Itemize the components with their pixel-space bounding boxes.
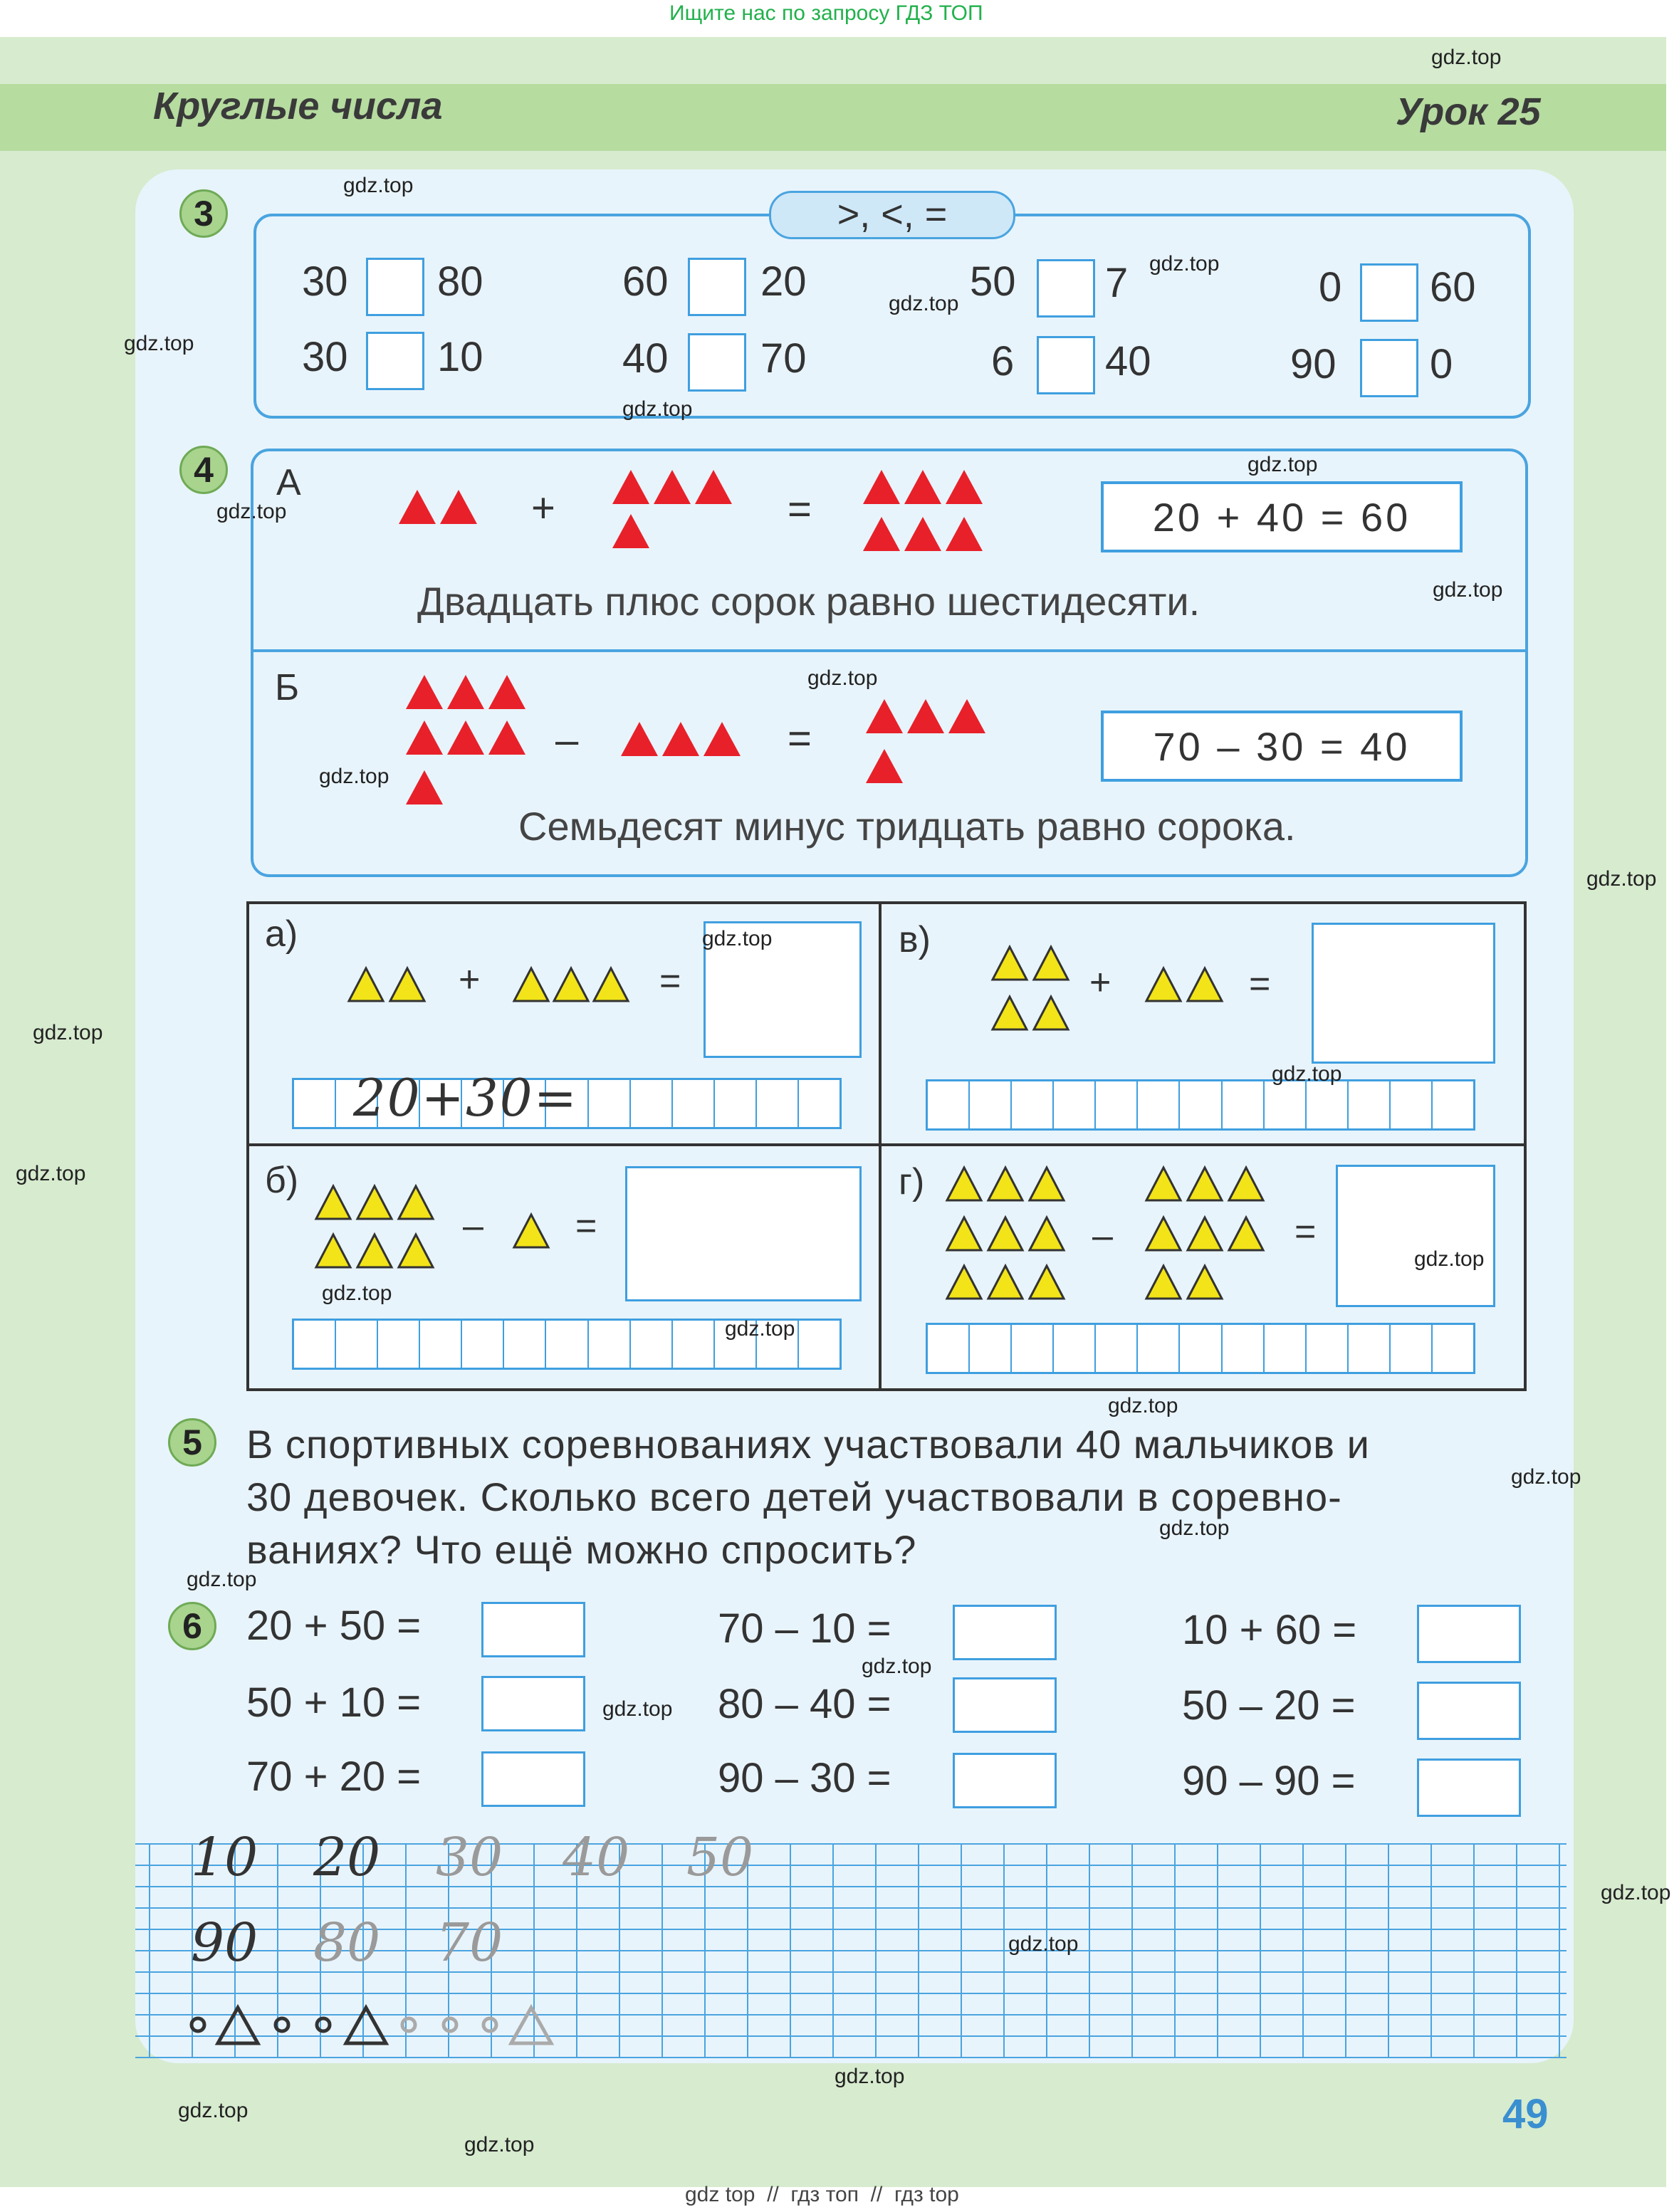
watermark: gdz.top bbox=[1431, 46, 1502, 69]
plus-sign: + bbox=[531, 485, 555, 531]
hand-number-light: 80 bbox=[313, 1912, 381, 1973]
equals-sign: = bbox=[1294, 1211, 1317, 1252]
triangle-red-icon bbox=[948, 699, 985, 733]
pattern-row bbox=[181, 2001, 565, 2050]
answer-box[interactable] bbox=[1417, 1758, 1521, 1817]
hand-number-light: 40 bbox=[563, 1827, 630, 1888]
triangle-red-icon bbox=[399, 490, 436, 524]
watermark: gdz.top bbox=[602, 1697, 673, 1721]
minus-sign: – bbox=[463, 1205, 483, 1247]
watermark: gdz.top bbox=[1248, 453, 1318, 476]
answer-box[interactable] bbox=[481, 1602, 585, 1657]
bottom-watermark: gdz top // гдз топ // гдз top bbox=[685, 2183, 959, 2206]
compare-box[interactable] bbox=[1360, 339, 1418, 397]
triangle-red-icon bbox=[621, 722, 658, 756]
watermark: gdz.top bbox=[33, 1021, 103, 1044]
compare-box[interactable] bbox=[1360, 263, 1418, 322]
equation-box-a: 20 + 40 = 60 bbox=[1101, 481, 1463, 552]
compare-box[interactable] bbox=[688, 258, 746, 316]
triangle-red-icon bbox=[612, 470, 649, 504]
watermark: gdz.top bbox=[322, 1281, 392, 1305]
hand-number-dark: 10 bbox=[191, 1827, 258, 1888]
equals-sign: = bbox=[575, 1205, 597, 1247]
compare-value: 10 bbox=[437, 334, 483, 380]
watermark: gdz.top bbox=[835, 2065, 905, 2088]
task-number-3: 3 bbox=[179, 189, 228, 238]
task4-divider bbox=[253, 649, 1525, 652]
equals-sign: = bbox=[1249, 963, 1271, 1005]
cell-label-v: в) bbox=[899, 919, 931, 960]
triangle-red-icon bbox=[488, 675, 525, 709]
triangle-red-icon bbox=[406, 720, 443, 755]
triangle-outline-icon bbox=[218, 2008, 258, 2043]
answer-box[interactable] bbox=[481, 1751, 585, 1807]
plus-sign: + bbox=[459, 959, 481, 1000]
plus-sign: + bbox=[1089, 962, 1112, 1003]
answer-box-v[interactable] bbox=[1312, 923, 1495, 1064]
watermark: gdz.top bbox=[1414, 1247, 1485, 1271]
compare-box[interactable] bbox=[366, 332, 424, 390]
expression: 70 – 10 = bbox=[718, 1605, 891, 1652]
cell-label-b: б) bbox=[265, 1160, 299, 1201]
watermark: gdz.top bbox=[216, 500, 287, 523]
hand-number-light: 30 bbox=[436, 1827, 503, 1888]
grid-horizontal-divider bbox=[246, 1143, 1527, 1146]
compare-value: 7 bbox=[1105, 260, 1129, 306]
triangle-red-icon bbox=[866, 749, 903, 783]
task5-line2: 30 девочек. Сколько всего детей участвовали в соревно- bbox=[246, 1474, 1342, 1519]
minus-sign: – bbox=[1092, 1215, 1113, 1257]
compare-value: 20 bbox=[760, 258, 807, 305]
triangle-red-icon bbox=[406, 770, 443, 804]
cell-row-g[interactable] bbox=[926, 1323, 1475, 1374]
circle-icon bbox=[317, 2018, 330, 2031]
watermark: gdz.top bbox=[464, 2133, 535, 2156]
watermark: gdz.top bbox=[1586, 867, 1657, 891]
triangle-outline-icon bbox=[346, 2008, 386, 2043]
triangles-row-b bbox=[406, 669, 1004, 812]
triangle-red-icon bbox=[907, 699, 944, 733]
equation-box-b: 70 – 30 = 40 bbox=[1101, 711, 1463, 782]
watermark: gdz.top bbox=[319, 765, 389, 788]
top-note: Ищите нас по запросу ГДЗ ТОП bbox=[669, 1, 983, 25]
task-number-5: 5 bbox=[168, 1418, 216, 1467]
compare-value: 0 bbox=[1430, 341, 1453, 387]
watermark: gdz.top bbox=[1433, 578, 1503, 602]
expression: 70 + 20 = bbox=[246, 1754, 422, 1800]
expression: 10 + 60 = bbox=[1182, 1607, 1357, 1653]
triangle-red-icon bbox=[946, 517, 983, 551]
triangle-red-icon bbox=[447, 675, 484, 709]
hand-number-light: 50 bbox=[686, 1827, 754, 1888]
circle-icon bbox=[402, 2018, 415, 2031]
task5-line1: В спортивных соревнованиях участвовали 40 мальчиков и bbox=[246, 1422, 1370, 1467]
triangle-red-icon bbox=[863, 470, 900, 504]
compare-value: 40 bbox=[622, 335, 669, 382]
triangle-red-icon bbox=[440, 490, 477, 524]
triangle-red-icon bbox=[488, 720, 525, 755]
compare-value: 50 bbox=[970, 258, 1016, 305]
compare-value: 60 bbox=[1430, 264, 1476, 310]
watermark: gdz.top bbox=[862, 1655, 932, 1678]
compare-value: 40 bbox=[1105, 338, 1151, 384]
expression: 90 – 90 = bbox=[1182, 1758, 1356, 1804]
expression: 90 – 30 = bbox=[718, 1755, 891, 1801]
section-label-a: А bbox=[276, 462, 301, 503]
watermark: gdz.top bbox=[725, 1317, 795, 1341]
answer-box[interactable] bbox=[953, 1605, 1057, 1660]
triangle-red-icon bbox=[863, 517, 900, 551]
watermark: gdz.top bbox=[1149, 252, 1220, 276]
triangle-outline-icon bbox=[511, 2008, 551, 2043]
hand-number-dark: 20 bbox=[313, 1827, 381, 1888]
circle-icon bbox=[192, 2018, 204, 2031]
task3-frame bbox=[253, 214, 1531, 419]
watermark: gdz.top bbox=[16, 1162, 86, 1185]
triangle-red-icon bbox=[946, 470, 983, 504]
hand-number-dark: 90 bbox=[191, 1912, 258, 1973]
compare-value: 90 bbox=[1290, 341, 1337, 387]
compare-value: 30 bbox=[302, 334, 348, 380]
triangle-red-icon bbox=[703, 722, 741, 756]
task-number-4: 4 bbox=[179, 446, 228, 494]
answer-box[interactable] bbox=[953, 1753, 1057, 1808]
triangle-red-icon bbox=[654, 470, 691, 504]
page-number: 49 bbox=[1502, 2091, 1549, 2137]
watermark: gdz.top bbox=[1108, 1394, 1178, 1417]
watermark: gdz.top bbox=[1511, 1465, 1581, 1489]
circle-icon bbox=[483, 2018, 496, 2031]
watermark: gdz.top bbox=[1008, 1932, 1079, 1956]
answer-box[interactable] bbox=[1417, 1605, 1521, 1663]
task-number-6: 6 bbox=[168, 1602, 216, 1650]
minus-sign: – bbox=[555, 717, 579, 763]
task5-line3: ваниях? Что ещё можно спросить? bbox=[246, 1527, 917, 1572]
watermark: gdz.top bbox=[1159, 1516, 1230, 1540]
compare-value: 60 bbox=[622, 258, 669, 305]
lesson-title: Урок 25 bbox=[1396, 90, 1541, 133]
task3-legend: >, <, = bbox=[769, 191, 1015, 239]
cell-label-a: а) bbox=[265, 913, 298, 955]
expression: 50 + 10 = bbox=[246, 1679, 422, 1726]
sentence-b: Семьдесят минус тридцать равно сорока. bbox=[518, 804, 1296, 849]
compare-value: 80 bbox=[437, 258, 483, 305]
compare-value: 30 bbox=[302, 258, 348, 305]
sentence-a: Двадцать плюс сорок равно шестидесяти. bbox=[417, 579, 1201, 624]
cell-label-g: г) bbox=[899, 1161, 925, 1202]
triangle-red-icon bbox=[406, 675, 443, 709]
compare-box[interactable] bbox=[1037, 259, 1095, 318]
watermark: gdz.top bbox=[124, 332, 194, 355]
cell-row-v[interactable] bbox=[926, 1079, 1475, 1131]
compare-box[interactable] bbox=[1037, 336, 1095, 394]
triangle-red-icon bbox=[904, 517, 941, 551]
watermark: gdz.top bbox=[889, 292, 959, 315]
watermark: gdz.top bbox=[807, 666, 878, 690]
section-label-b: Б bbox=[275, 667, 300, 708]
expression: 20 + 50 = bbox=[246, 1603, 422, 1649]
triangle-red-icon bbox=[904, 470, 941, 504]
triangles-row-a bbox=[399, 463, 1011, 562]
answer-box[interactable] bbox=[1417, 1682, 1521, 1740]
compare-value: 70 bbox=[760, 335, 807, 382]
triangle-red-icon bbox=[447, 720, 484, 755]
page-title: Круглые числа bbox=[153, 85, 443, 127]
compare-value: 0 bbox=[1319, 264, 1342, 310]
watermark: gdz.top bbox=[622, 397, 693, 421]
watermark: gdz.top bbox=[178, 2099, 249, 2122]
watermark: gdz.top bbox=[702, 927, 773, 950]
circle-icon bbox=[444, 2018, 456, 2031]
triangle-red-icon bbox=[695, 470, 732, 504]
triangle-red-icon bbox=[866, 699, 903, 733]
watermark: gdz.top bbox=[343, 174, 414, 197]
equals-sign: = bbox=[788, 486, 812, 533]
answer-box[interactable] bbox=[953, 1677, 1057, 1733]
circle-icon bbox=[276, 2018, 288, 2031]
compare-value: 6 bbox=[991, 338, 1015, 384]
answer-box-b[interactable] bbox=[625, 1166, 862, 1301]
answer-box-g[interactable] bbox=[1336, 1165, 1495, 1307]
hand-number-light: 70 bbox=[436, 1912, 503, 1973]
equals-sign: = bbox=[788, 716, 812, 762]
answer-box[interactable] bbox=[481, 1676, 585, 1731]
equals-sign: = bbox=[659, 960, 681, 1002]
compare-box[interactable] bbox=[688, 333, 746, 392]
expression: 50 – 20 = bbox=[1182, 1682, 1356, 1729]
handwritten-a: 20+30= bbox=[353, 1068, 578, 1128]
watermark: gdz.top bbox=[1272, 1062, 1342, 1086]
expression: 80 – 40 = bbox=[718, 1681, 891, 1727]
triangle-red-icon bbox=[612, 514, 649, 548]
triangle-red-icon bbox=[662, 722, 699, 756]
compare-box[interactable] bbox=[366, 258, 424, 316]
watermark: gdz.top bbox=[1601, 1881, 1671, 1904]
grid-vertical-divider bbox=[879, 901, 882, 1391]
watermark: gdz.top bbox=[187, 1568, 257, 1591]
